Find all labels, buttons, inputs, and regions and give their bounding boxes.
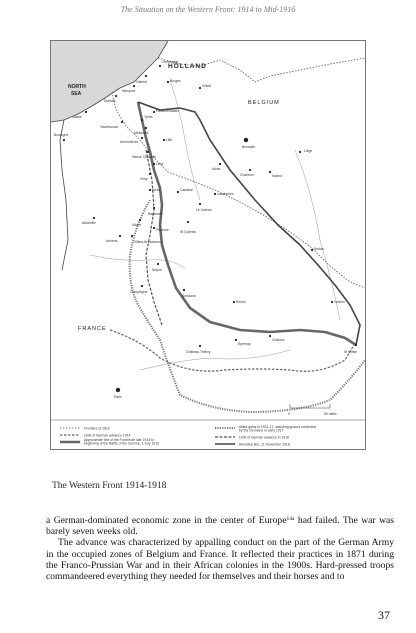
town-label: Arras bbox=[152, 188, 161, 192]
town-label: Dunkirk bbox=[104, 99, 116, 103]
town-label: Compiègne bbox=[130, 290, 148, 294]
page-number: 37 bbox=[378, 608, 390, 622]
town-label: Châlons bbox=[272, 338, 285, 342]
label-north-sea-2: SEA bbox=[71, 91, 82, 97]
town-label: Vimy bbox=[140, 177, 148, 181]
town-label: Calais bbox=[72, 115, 82, 119]
legend-label-front-line: Approximate line of the Front from late 1914 to beginning of the Battle of the Somme, 1 July 1916 bbox=[84, 438, 160, 446]
figure-caption: The Western Front 1914-1918 bbox=[52, 481, 167, 491]
town-label: Villers-Bretonneux bbox=[134, 240, 162, 244]
town-label: Amiens bbox=[106, 239, 118, 243]
paragraph-1 bbox=[46, 514, 394, 537]
town-label: Nieuport bbox=[122, 89, 135, 93]
legend-label: Limit of German advance 1914 bbox=[84, 433, 131, 438]
town-label: Paris bbox=[114, 395, 122, 399]
town-label: Brussels bbox=[242, 145, 256, 149]
town-label: Ghent bbox=[202, 84, 212, 88]
town-label: St Mihiel bbox=[344, 350, 358, 354]
legend-label-allied-gains: Allied gains in 1914-17, including ground conceded by the Germans in early 1917 bbox=[239, 425, 316, 433]
town-label: Ypres bbox=[144, 115, 153, 119]
town-label: Verdun bbox=[334, 300, 345, 304]
town-label: Messines bbox=[134, 131, 149, 135]
running-head: The Situation on the Western Front: 1914 to Mid-1916 bbox=[120, 5, 296, 14]
paragraph-1-tail: had failed. The war was barely seven weeks old. bbox=[46, 515, 395, 538]
town-label: Péronne bbox=[156, 228, 169, 232]
town-label: Boulogne bbox=[54, 133, 69, 137]
town-label: Albert bbox=[132, 223, 141, 227]
paragraph-1-text: a German-dominated economic zone in the center of Europe bbox=[46, 515, 287, 526]
legend-label: Armistice line, 11 November 1918 bbox=[239, 442, 290, 447]
town-label: Ostend bbox=[136, 80, 147, 84]
label-holland: HOLLAND bbox=[168, 63, 207, 70]
town-label: Hazebrouck bbox=[100, 125, 119, 129]
town-label: Mons bbox=[212, 167, 221, 171]
footnote-ref: 14a bbox=[286, 516, 295, 522]
label-north-sea-1: NORTH bbox=[68, 84, 86, 90]
town-label: Bruges bbox=[170, 79, 181, 83]
town-label: St Quentin bbox=[180, 230, 197, 234]
town-label: Château-Thierry bbox=[186, 350, 211, 354]
body-text bbox=[46, 514, 394, 582]
town-label: Épernay bbox=[238, 342, 251, 346]
legend-label: Frontiers of 1914 bbox=[84, 426, 110, 431]
label-belgium: BELGIUM bbox=[248, 100, 280, 106]
western-front-map bbox=[50, 40, 366, 450]
town-label: Cambrai bbox=[180, 188, 193, 192]
town-label: Charleroi bbox=[240, 173, 254, 177]
scale-max: 50 miles bbox=[324, 412, 337, 416]
town-label: Bapaume bbox=[148, 212, 163, 216]
town-label: Noyon bbox=[152, 268, 162, 272]
town-label: Zeebrugge bbox=[162, 60, 179, 64]
town-label: Lille bbox=[166, 138, 173, 142]
town-label: Passchendaele bbox=[156, 109, 180, 113]
town-label: Neuve Chapelle bbox=[132, 155, 157, 159]
town-label: Reims bbox=[236, 300, 246, 304]
town-label: Landrecies bbox=[217, 192, 234, 196]
label-france: FRANCE bbox=[78, 326, 107, 332]
town-label: Liège bbox=[304, 149, 313, 153]
town-label: Soissons bbox=[182, 294, 196, 298]
legend-label: Limit of German advance in 1918 bbox=[239, 435, 289, 440]
town-label: Abbeville bbox=[82, 221, 96, 225]
town-label: Armentières bbox=[120, 140, 139, 144]
scale-zero: 0 bbox=[288, 412, 290, 416]
town-label: Le Cateau bbox=[196, 208, 212, 212]
town-label: Lens bbox=[156, 162, 164, 166]
town-label: Namur bbox=[272, 174, 283, 178]
town-label: Sedan bbox=[314, 247, 324, 251]
paragraph-2: The advance was characterized by appalling conduct on the part of the German Army in the occupied zones of Belgium and France. It reflected their practices in 1871 during the Franco-Prussian War and in their African colonies in the 1900s. Hard-pressed troops commandeered everything they needed for themselves and their horses and to bbox=[46, 537, 394, 583]
